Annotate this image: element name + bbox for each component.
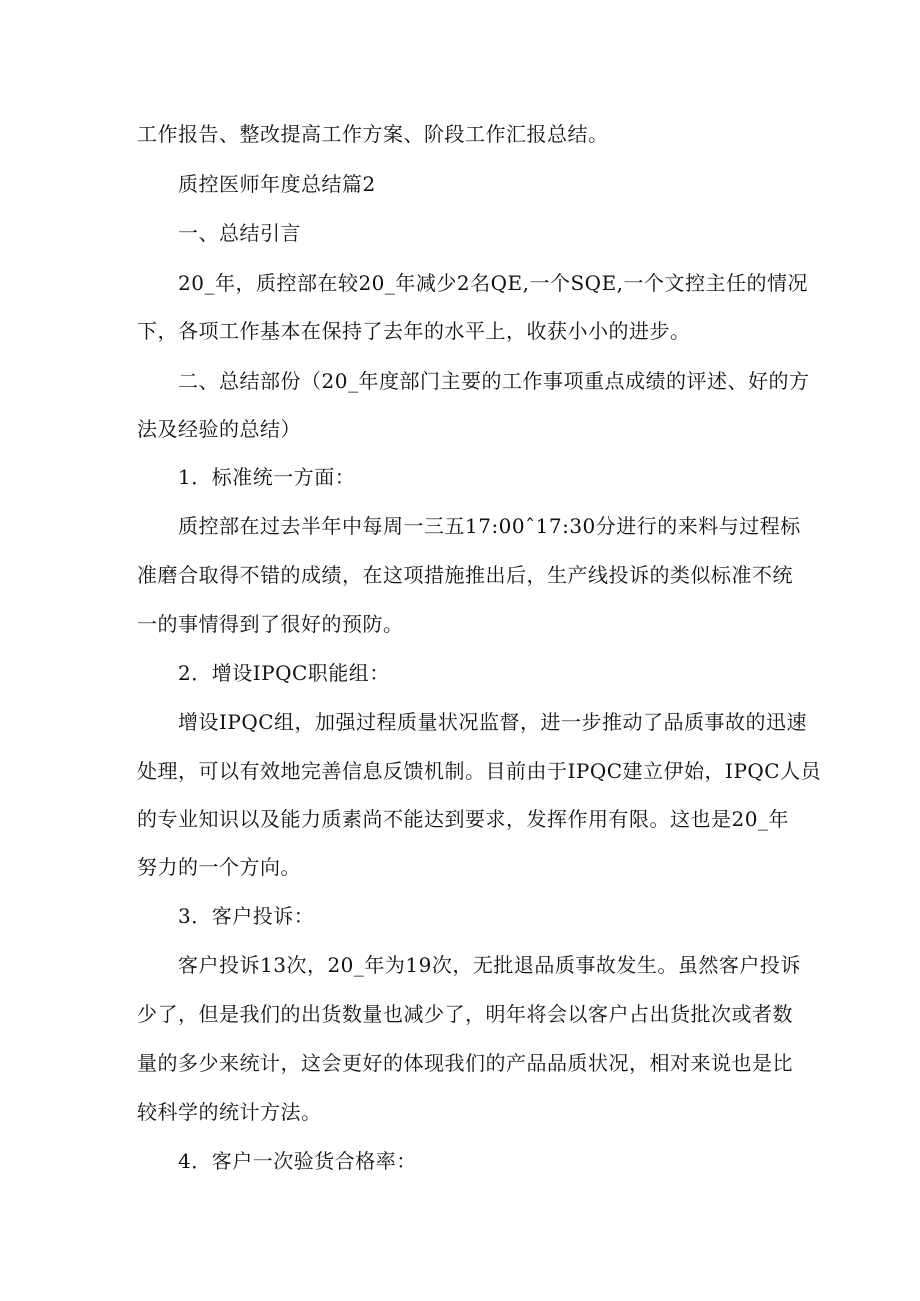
paragraph-line: 工作报告、整改提高工作方案、阶段工作汇报总结。	[137, 122, 609, 146]
subheading: 1．标准统一方面：	[178, 465, 356, 489]
subheading: 3．客户投诉：	[178, 904, 315, 928]
paragraph-line: 努力的一个方向。	[137, 855, 301, 879]
paragraph-line: 的专业知识以及能力质素尚不能达到要求，发挥作用有限。这也是20_年	[137, 807, 789, 831]
paragraph-line: 较科学的统计方法。	[137, 1100, 322, 1124]
heading-cont: 法及经验的总结）	[137, 417, 301, 441]
paragraph-line: 处理，可以有效地完善信息反馈机制。目前由于IPQC建立伊始，IPQC人员	[137, 759, 822, 783]
heading: 一、总结引言	[178, 221, 301, 245]
section-title: 质控医师年度总结篇2	[178, 172, 376, 196]
paragraph-line: 质控部在过去半年中每周一三五17:00ˆ17:30分进行的来料与过程标	[178, 514, 801, 538]
paragraph-line: 20_年，质控部在较20_年减少2名QE,一个SQE,一个文控主任的情况	[178, 271, 809, 295]
heading: 二、总结部份（20_年度部门主要的工作事项重点成绩的评述、好的方	[178, 369, 810, 393]
paragraph-line: 客户投诉13次，20_年为19次，无批退品质事故发生。虽然客户投诉	[178, 953, 801, 977]
paragraph-line: 增设IPQC组，加强过程质量状况监督，进一步推动了品质事故的迅速	[178, 710, 808, 734]
paragraph-line: 量的多少来统计，这会更好的体现我们的产品品质状况，相对来说也是比	[137, 1051, 793, 1075]
paragraph-line: 准磨合取得不错的成绩，在这项措施推出后，生产线投诉的类似标准不统	[137, 563, 793, 587]
paragraph-line: 少了，但是我们的出货数量也减少了，明年将会以客户占出货批次或者数	[137, 1002, 793, 1026]
subheading: 2．增设IPQC职能组：	[178, 661, 390, 685]
paragraph-line: 一的事情得到了很好的预防。	[137, 612, 404, 636]
paragraph-line: 下，各项工作基本在保持了去年的水平上，收获小小的进步。	[137, 319, 691, 343]
subheading: 4．客户一次验货合格率：	[178, 1149, 417, 1173]
